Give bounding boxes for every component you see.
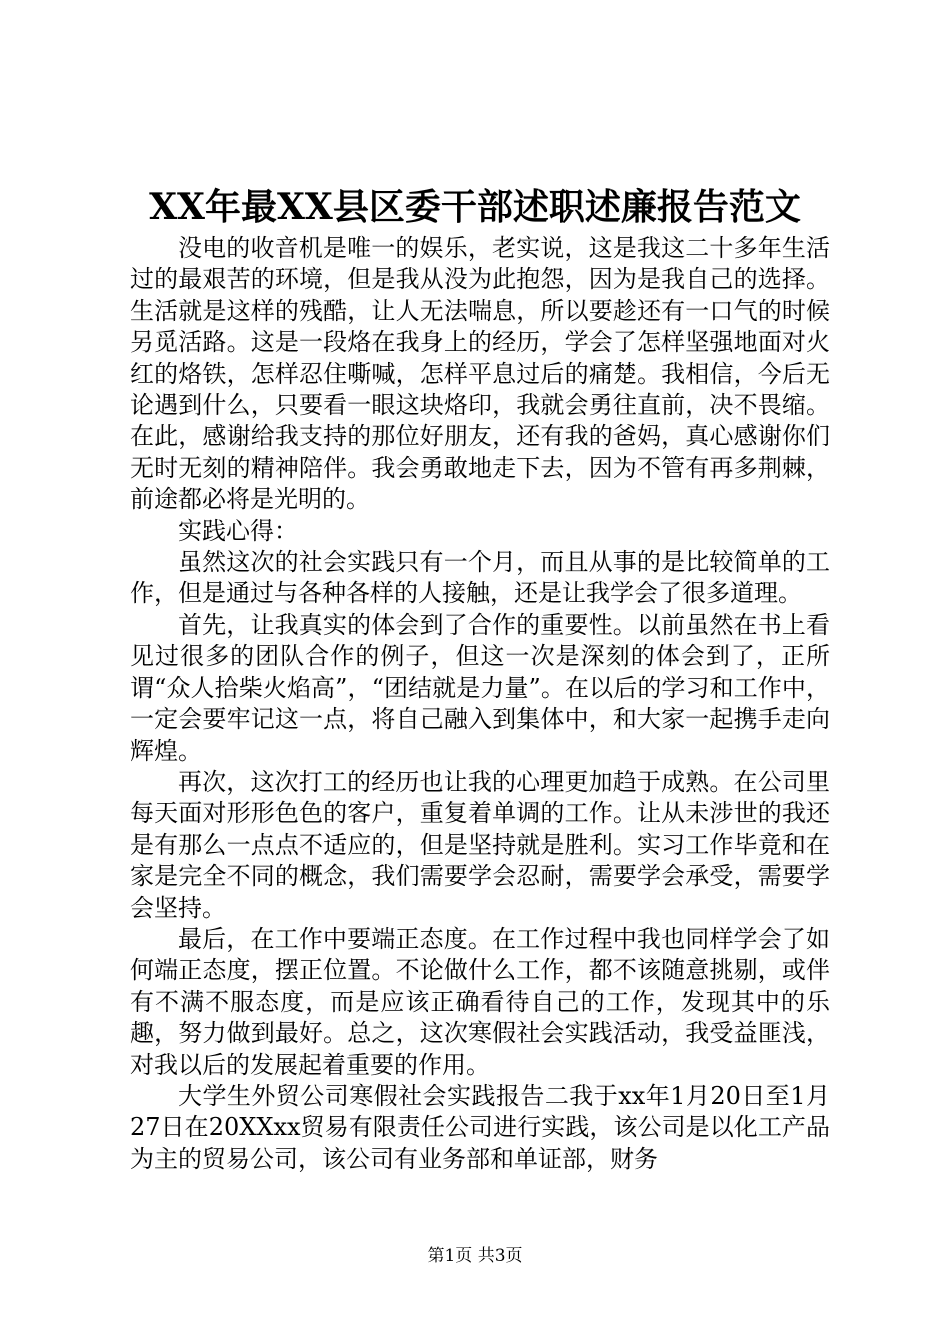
- paragraph: 首先，让我真实的体会到了合作的重要性。以前虽然在书上看见过很多的团队合作的例子，但这一次是深刻的体会到了，正所谓“众人拾柴火焰高”，“团结就是力量”。在以后的学习和工作中，一定会要牢记这一点，将自己融入到集体中，和大家一起携手走向辉煌。: [130, 610, 830, 765]
- document-title: XX年最XX县区委干部述职述廉报告范文: [149, 186, 801, 228]
- paragraph: 再次，这次打工的经历也让我的心理更加趋于成熟。在公司里每天面对形形色色的客户，重复着单调的工作。让从未涉世的我还是有那么一点点不适应的，但是坚持就是胜利。实习工作毕竟和在家是完全不同的概念，我们需要学会忍耐，需要学会承受，需要学会坚持。: [130, 767, 830, 922]
- paragraph: 虽然这次的社会实践只有一个月，而且从事的是比较简单的工作，但是通过与各种各样的人接触，还是让我学会了很多道理。: [130, 548, 830, 608]
- document-body: [130, 233, 830, 1175]
- paragraph: 最后，在工作中要端正态度。在工作过程中我也同样学会了如何端正态度，摆正位置。不论做什么工作，都不该随意挑剔，或伴有不满不服态度，而是应该正确看待自己的工作，发现其中的乐趣，努力做到最好。总之，这次寒假社会实践活动，我受益匪浅，对我以后的发展起着重要的作用。: [130, 924, 830, 1079]
- paragraph: 大学生外贸公司寒假社会实践报告二我于xx年1月20日至1月27日在20XXxx贸易有限责任公司进行实践，该公司是以化工产品为主的贸易公司，该公司有业务部和单证部，财务: [130, 1081, 830, 1173]
- paragraph: 没电的收音机是唯一的娱乐，老实说，这是我这二十多年生活过的最艰苦的环境，但是我从没为此抱怨，因为是我自己的选择。生活就是这样的残酷，让人无法喘息，所以要趁还有一口气的时候另觅活路。这是一段烙在我身上的经历，学会了怎样坚强地面对火红的烙铁，怎样忍住嘶喊，怎样平息过后的痛楚。我相信，今后无论遇到什么，只要看一眼这块烙印，我就会勇往直前，决不畏缩。在此，感谢给我支持的那位好朋友，还有我的爸妈，真心感谢你们无时无刻的精神陪伴。我会勇敢地走下去，因为不管有再多荆棘，前途都必将是光明的。: [130, 234, 830, 514]
- paragraph: 实践心得：: [178, 516, 298, 545]
- page-number-footer: 第1页 共3页: [427, 1246, 523, 1266]
